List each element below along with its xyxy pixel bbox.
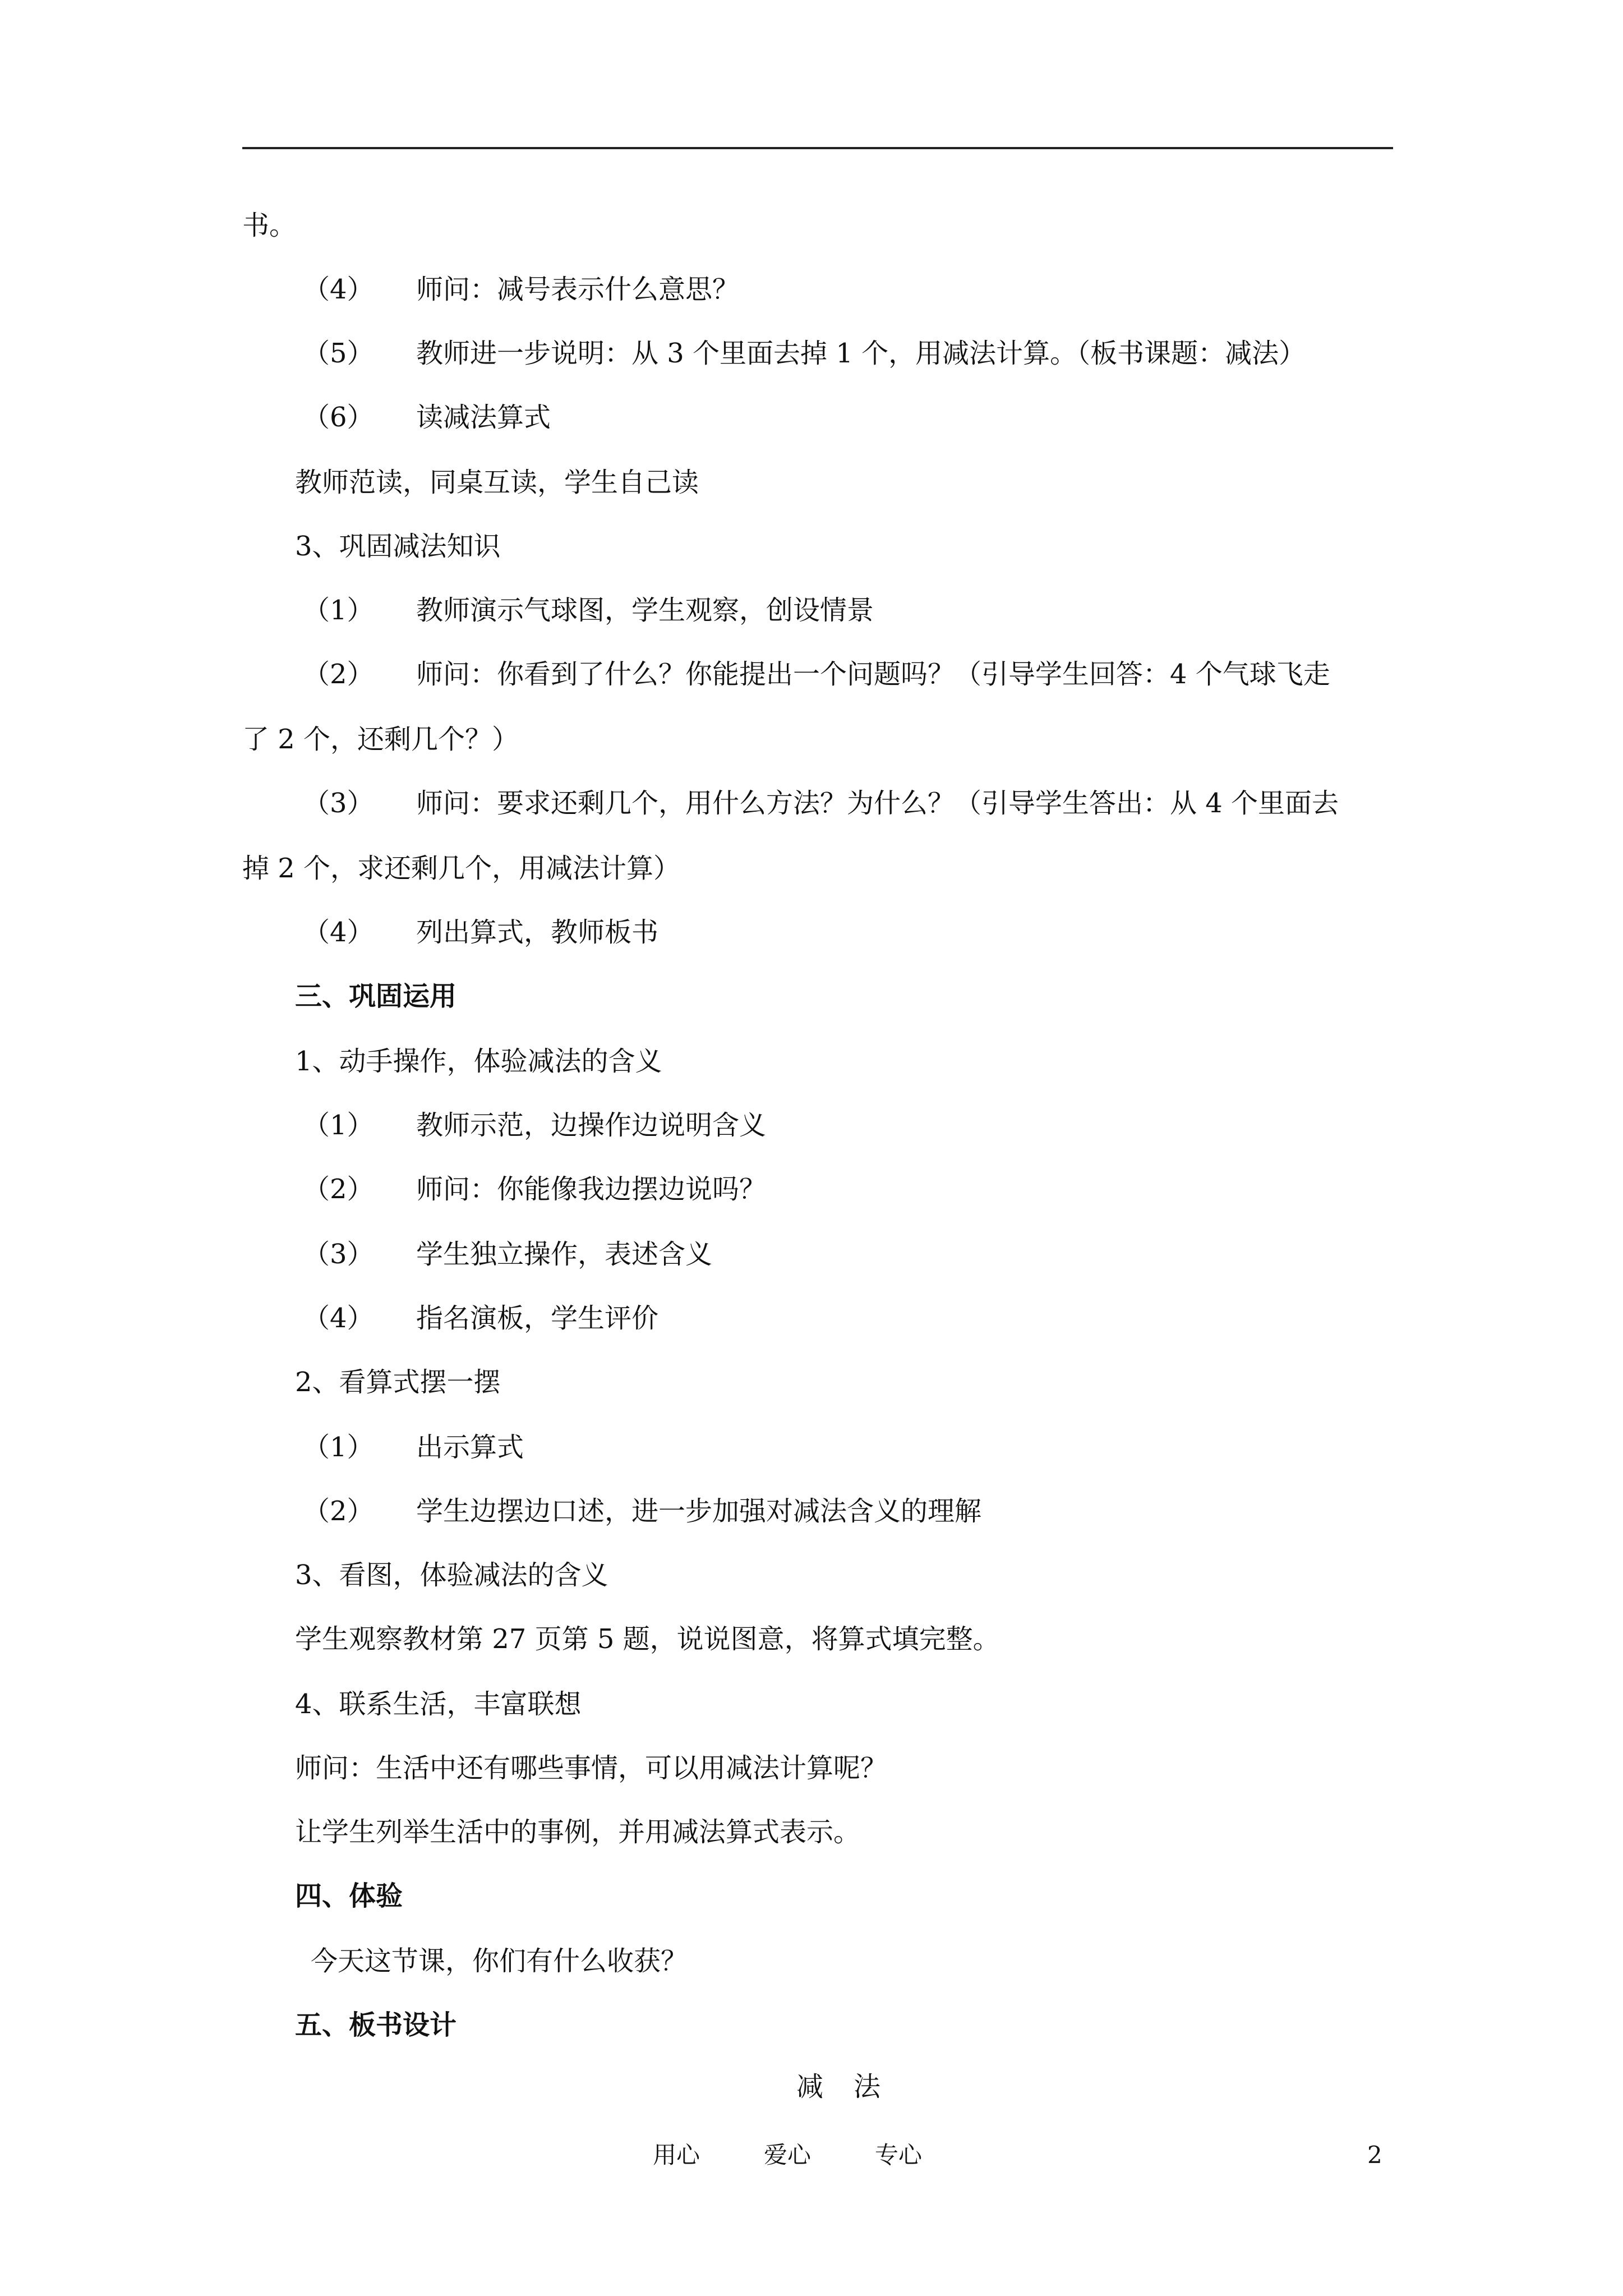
text-line: 学生观察教材第 27 页第 5 题，说说图意，将算式填完整。 xyxy=(295,1623,1000,1655)
item-number: （3） xyxy=(303,788,374,819)
board-design-title: 减法 xyxy=(796,2071,911,2102)
text-line: 掉 2 个，求还剩几个，用减法计算） xyxy=(242,853,681,884)
item-number: （4） xyxy=(303,917,374,948)
list-item xyxy=(303,786,1339,820)
item-text: 读减法算式 xyxy=(416,402,551,433)
list-item xyxy=(303,1108,766,1142)
list-item xyxy=(303,1172,766,1206)
item-text: 指名演板，学生评价 xyxy=(416,1303,659,1334)
text-line: 今天这节课，你们有什么收获？ xyxy=(311,1945,688,1977)
footer-motto: 爱心 xyxy=(764,2141,811,2169)
footer-motto: 专心 xyxy=(875,2141,923,2169)
item-text: 教师演示气球图，学生观察，创设情景 xyxy=(416,595,874,626)
item-number: （2） xyxy=(303,1174,374,1205)
subsection-heading: 2、看算式摆一摆 xyxy=(295,1366,501,1398)
list-item xyxy=(303,657,1330,691)
item-text: 师问：要求还剩几个，用什么方法？为什么？（引导学生答出：从 4 个里面去 xyxy=(416,788,1339,819)
footer-motto: 用心 xyxy=(653,2141,700,2169)
item-text: 师问：减号表示什么意思？ xyxy=(416,274,740,305)
item-number: （4） xyxy=(303,274,374,305)
item-text: 师问：你看到了什么？你能提出一个问题吗？（引导学生回答：4 个气球飞走 xyxy=(416,659,1330,690)
list-item xyxy=(303,593,874,627)
section-heading: 三、巩固运用 xyxy=(295,981,457,1012)
list-item xyxy=(303,1494,981,1528)
text-line: 教师范读，同桌互读，学生自己读 xyxy=(295,467,699,498)
section-heading: 四、体验 xyxy=(295,1880,403,1912)
text-line: 了 2 个，还剩几个？） xyxy=(242,724,519,755)
list-item xyxy=(303,273,739,306)
list-item xyxy=(303,1430,524,1464)
subsection-heading: 3、巩固减法知识 xyxy=(295,531,501,562)
item-number: （2） xyxy=(303,659,374,690)
text-line: 师问：生活中还有哪些事情，可以用减法计算呢？ xyxy=(295,1752,888,1784)
item-text: 出示算式 xyxy=(416,1432,524,1463)
list-item xyxy=(303,1301,658,1335)
item-number: （5） xyxy=(303,338,374,369)
section-heading: 五、板书设计 xyxy=(295,2009,457,2041)
subsection-heading: 4、联系生活，丰富联想 xyxy=(295,1688,582,1720)
item-number: （1） xyxy=(303,1110,374,1141)
item-text: 教师示范，边操作边说明含义 xyxy=(416,1110,767,1141)
item-number: （1） xyxy=(303,595,374,626)
item-number: （4） xyxy=(303,1303,374,1334)
item-text: 学生独立操作，表述含义 xyxy=(416,1239,713,1270)
item-text: 师问：你能像我边摆边说吗？ xyxy=(416,1174,767,1205)
text-line: 书。 xyxy=(242,210,297,241)
item-number: （3） xyxy=(303,1239,374,1270)
list-item xyxy=(303,1237,712,1271)
item-text: 教师进一步说明：从 3 个里面去掉 1 个，用减法计算。（板书课题：减法） xyxy=(416,338,1306,369)
page-number: 2 xyxy=(1367,2141,1382,2169)
item-number: （1） xyxy=(303,1432,374,1463)
header-rule xyxy=(242,147,1393,149)
item-number: （2） xyxy=(303,1496,374,1527)
item-text: 列出算式，教师板书 xyxy=(416,917,659,948)
text-line: 让学生列举生活中的事例，并用减法算式表示。 xyxy=(295,1816,861,1848)
item-text: 学生边摆边口述，进一步加强对减法含义的理解 xyxy=(416,1496,982,1527)
list-item xyxy=(303,401,551,434)
list-item xyxy=(303,915,658,949)
list-item xyxy=(303,337,1306,370)
item-number: （6） xyxy=(303,402,374,433)
subsection-heading: 1、动手操作，体验减法的含义 xyxy=(295,1046,662,1077)
subsection-heading: 3、看图，体验减法的含义 xyxy=(295,1559,608,1591)
